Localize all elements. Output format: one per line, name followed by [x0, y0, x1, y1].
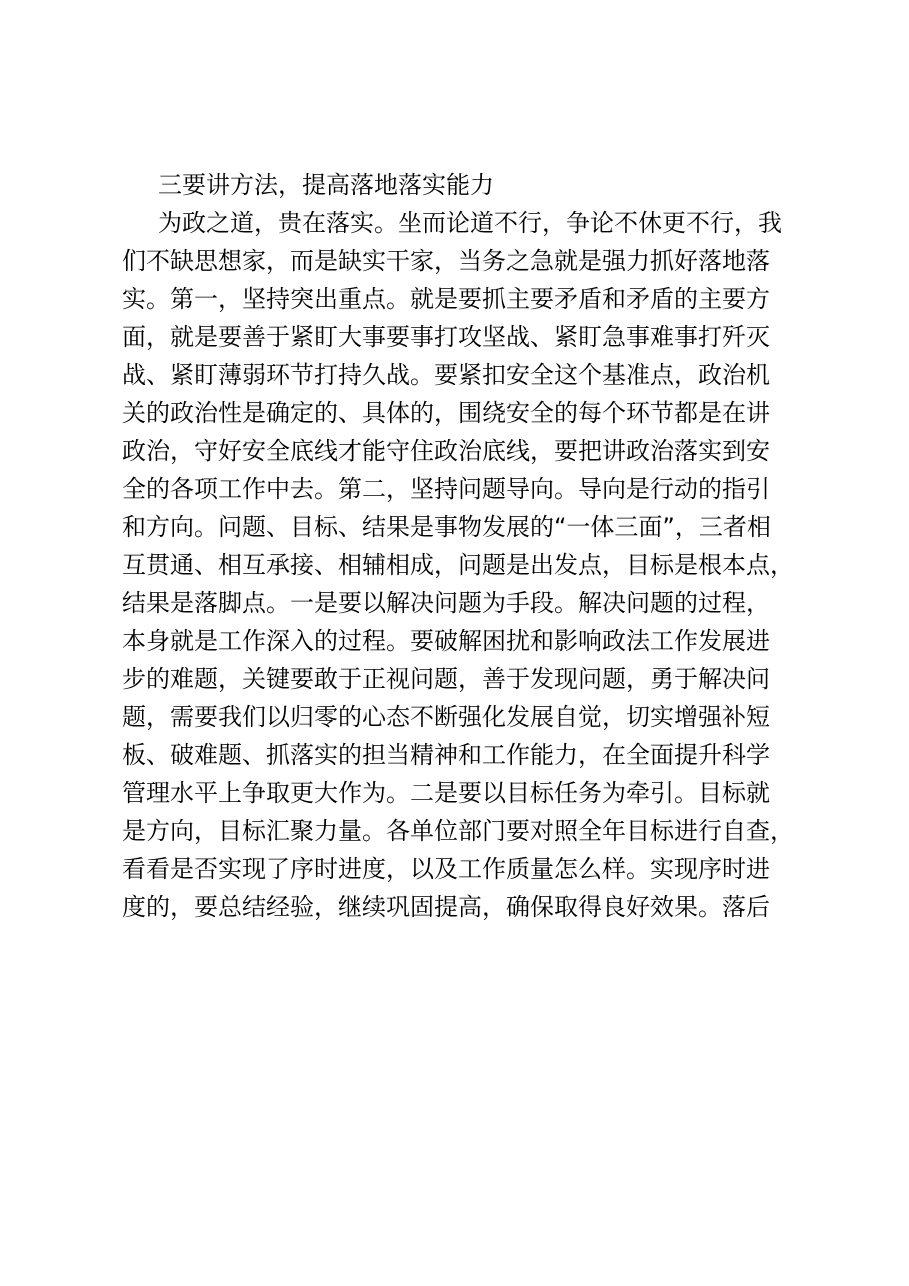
- paragraph-line: 是方向，目标汇聚力量。各单位部门要对照全年目标进行自查，: [122, 817, 794, 845]
- paragraph-line: 关的政治性是确定的、具体的，围绕安全的每个环节都是在讲: [122, 399, 770, 427]
- paragraph-line: 全的各项工作中去。第二，坚持问题导向。导向是行动的指引: [122, 475, 770, 503]
- paragraph-line: 结果是落脚点。一是要以解决问题为手段。解决问题的过程，: [122, 589, 770, 617]
- paragraph-line: 题，需要我们以归零的心态不断强化发展自觉，切实增强补短: [122, 703, 770, 731]
- paragraph-line: 管理水平上争取更大作为。二是要以目标任务为牵引。目标就: [122, 779, 770, 807]
- section-heading: 三要讲方法，提高落地落实能力: [158, 171, 494, 199]
- paragraph-line: 面，就是要善于紧盯大事要事打攻坚战、紧盯急事难事打歼灭: [122, 323, 770, 351]
- paragraph-line: 政治，守好安全底线才能守住政治底线，要把讲政治落实到安: [122, 437, 770, 465]
- paragraph-line: 板、破难题、抓落实的担当精神和工作能力，在全面提升科学: [122, 741, 770, 769]
- paragraph-line: 和方向。问题、目标、结果是事物发展的“一体三面”，三者相: [122, 513, 771, 541]
- paragraph-line: 度的，要总结经验，继续巩固提高，确保取得良好效果。落后: [122, 893, 770, 921]
- paragraph-line: 互贯通、相互承接、相辅相成，问题是出发点，目标是根本点，: [122, 551, 794, 579]
- paragraph-line: 战、紧盯薄弱环节打持久战。要紧扣安全这个基准点，政治机: [122, 361, 770, 389]
- paragraph-line: 为政之道，贵在落实。坐而论道不行，争论不休更不行，我: [158, 209, 782, 237]
- paragraph-line: 看看是否实现了序时进度，以及工作质量怎么样。实现序时进: [122, 855, 770, 883]
- paragraph-line: 们不缺思想家，而是缺实干家，当务之急就是强力抓好落地落: [122, 247, 770, 275]
- paragraph-line: 本身就是工作深入的过程。要破解困扰和影响政法工作发展进: [122, 627, 770, 655]
- document-body: [122, 166, 802, 926]
- paragraph-line: 实。第一，坚持突出重点。就是要抓主要矛盾和矛盾的主要方: [122, 285, 770, 313]
- paragraph-line: 步的难题，关键要敢于正视问题，善于发现问题，勇于解决问: [122, 665, 770, 693]
